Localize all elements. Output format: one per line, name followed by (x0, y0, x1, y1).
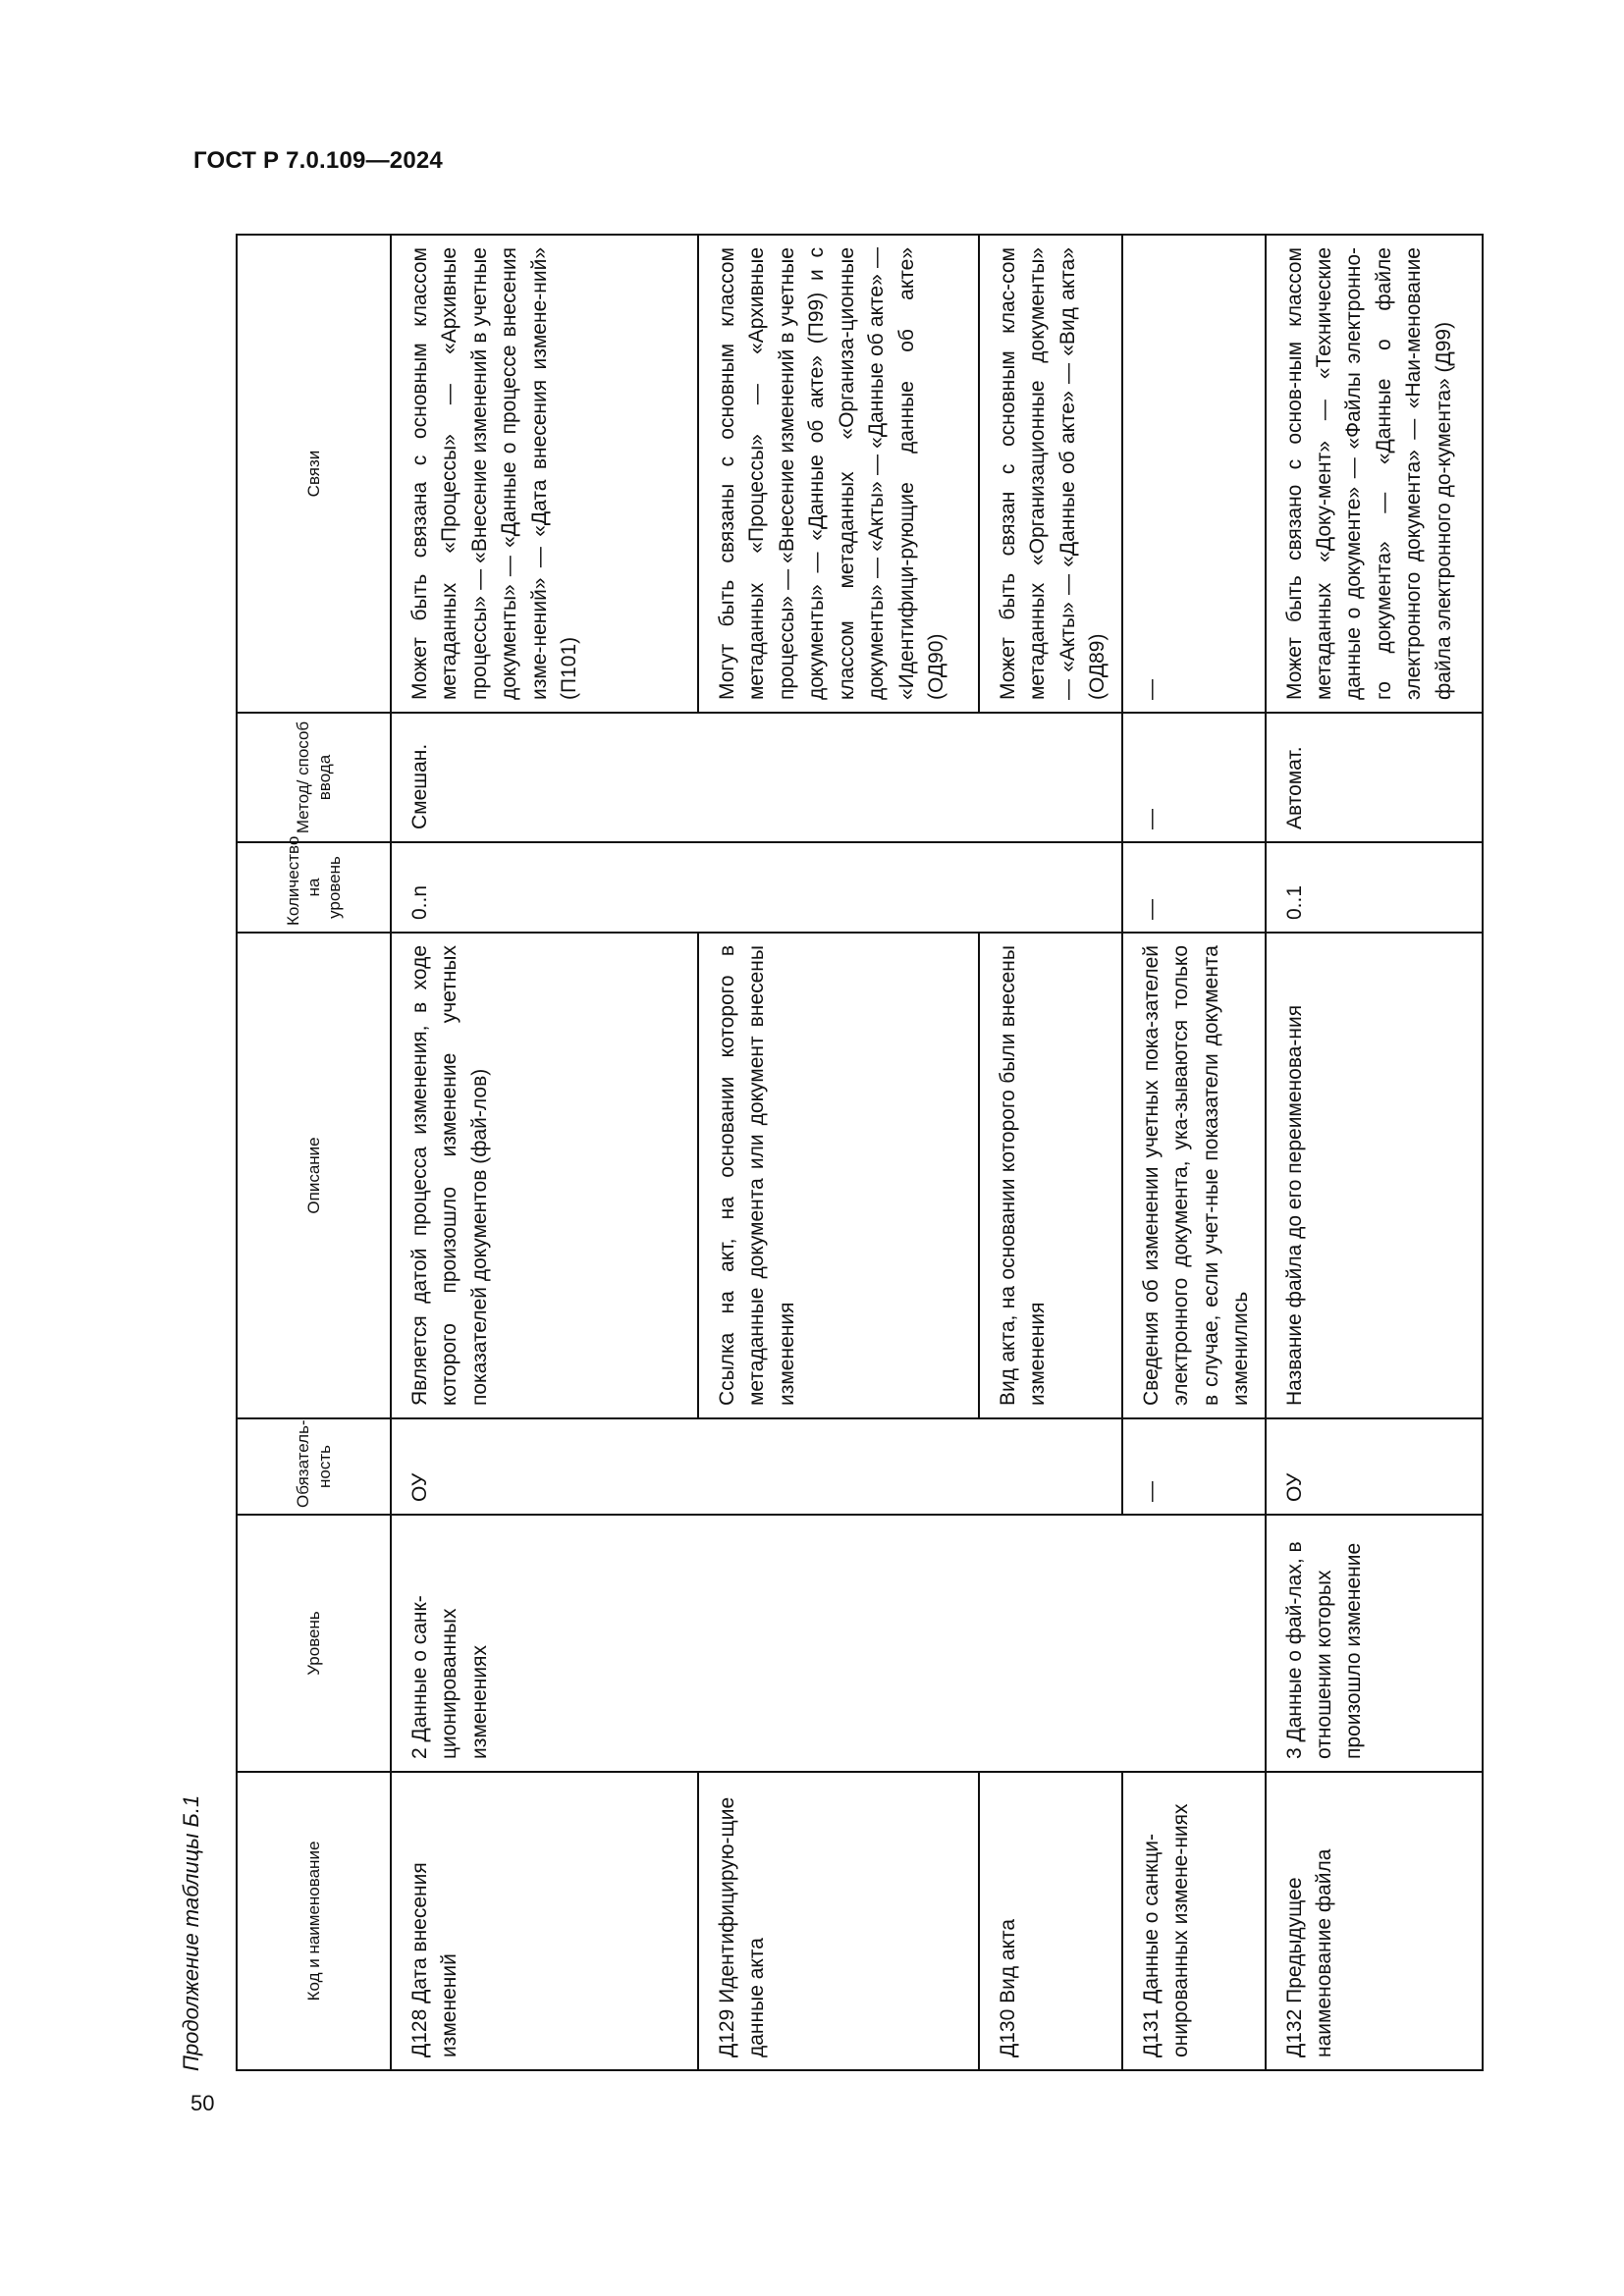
cell-count: 0..1 (1266, 842, 1483, 933)
cell-links: — (1122, 235, 1266, 713)
cell-description: Вид акта, на основании которого были внесены изменения (979, 933, 1122, 1418)
page-number: 50 (190, 2091, 215, 2115)
cell-method: Автомат. (1266, 713, 1483, 842)
header-links: Связи (237, 235, 391, 713)
cell-code: Д128 Дата внесения изменений (391, 1772, 698, 2070)
cell-links: Может быть связана с основным классом метаданных «Процессы» — «Архивные процессы» — «Внесение изменений в учетные документы» — «Данные о процессе внесения изме-нений» — «Дата внесения измене-ний» (П101) (391, 235, 698, 713)
cell-count: 0..n (391, 842, 698, 933)
cell-links: Могут быть связаны с основным классом метаданных «Процессы» — «Архивные процессы» — «Внесение изменений в учетные документы» — «Данные об акте» (П99) и с классом метаданных «Организа-ционные документы» — «Акты» — «Данные об акте» — «Идентифици-рующие данные об акте» (ОД90) (698, 235, 979, 713)
header-description: Описание (237, 933, 391, 1418)
cell-level-empty (1122, 1515, 1266, 1772)
cell-mandatory: ОУ (391, 1418, 698, 1515)
cell-level-empty (979, 1515, 1122, 1772)
cell-level-empty (698, 1515, 979, 1772)
rotated-table-container (236, 236, 1455, 2071)
table-row (1122, 235, 1266, 2070)
header-mandatory: Обязатель-ность (237, 1418, 391, 1515)
cell-method-empty (979, 713, 1122, 842)
cell-description: Является датой процесса изменения, в ходе которого произошло изменение учетных показателей документов (фай-лов) (391, 933, 698, 1418)
header-count: Количество на уровень (237, 842, 391, 933)
header-method: Метод/ способ ввода (237, 713, 391, 842)
cell-count-empty (979, 842, 1122, 933)
header-level: Уровень (237, 1515, 391, 1772)
cell-description: Ссылка на акт, на основании которого в метаданные документа или документ внесены изменения (698, 933, 979, 1418)
cell-links: Может быть связано с основ-ным классом метаданных «Доку-мент» — «Технические данные о документе» — «Файлы электронно-го документа» — «Данные о файле электронного документа» — «Наи-менование файла электронного до-кумента» (Д99) (1266, 235, 1483, 713)
metadata-table (236, 234, 1484, 2071)
table-row (1266, 235, 1483, 2070)
cell-links: Может быть связан с основным клас-сом метаданных «Организационные документы» — «Акты» — «Данные об акте» — «Вид акта» (ОД89) (979, 235, 1122, 713)
cell-mandatory: ОУ (1266, 1418, 1483, 1515)
table-row (391, 235, 698, 2070)
cell-count: — (1122, 842, 1266, 933)
cell-code: Д129 Идентифицирую-щие данные акта (698, 1772, 979, 2070)
cell-level: 3 Данные о фай-лах, в отношении которых произошло изменение (1266, 1515, 1483, 1772)
cell-method: — (1122, 713, 1266, 842)
cell-description: Название файла до его переименова-ния (1266, 933, 1483, 1418)
header-code: Код и наименование (237, 1772, 391, 2070)
table-continuation-label: Продолжение таблицы Б.1 (179, 1794, 203, 2071)
cell-code: Д130 Вид акта (979, 1772, 1122, 2070)
cell-mandatory-empty (698, 1418, 979, 1515)
table-header-row (237, 235, 391, 2070)
document-title: ГОСТ Р 7.0.109—2024 (193, 147, 443, 174)
cell-level: 2 Данные о санк-ционированных изменениях (391, 1515, 698, 1772)
cell-method: Смешан. (391, 713, 698, 842)
cell-mandatory-empty (979, 1418, 1122, 1515)
cell-code: Д132 Предыдущее наименование файла (1266, 1772, 1483, 2070)
cell-count-empty (698, 842, 979, 933)
cell-mandatory: — (1122, 1418, 1266, 1515)
table-row (979, 235, 1122, 2070)
cell-description: Сведения об изменении учетных пока-зателей электронного документа, ука-зываются только в случае, если учет-ные показатели документа изменились (1122, 933, 1266, 1418)
table-row (698, 235, 979, 2070)
cell-code: Д131 Данные о санкци-онированных измене-ниях (1122, 1772, 1266, 2070)
cell-method-empty (698, 713, 979, 842)
